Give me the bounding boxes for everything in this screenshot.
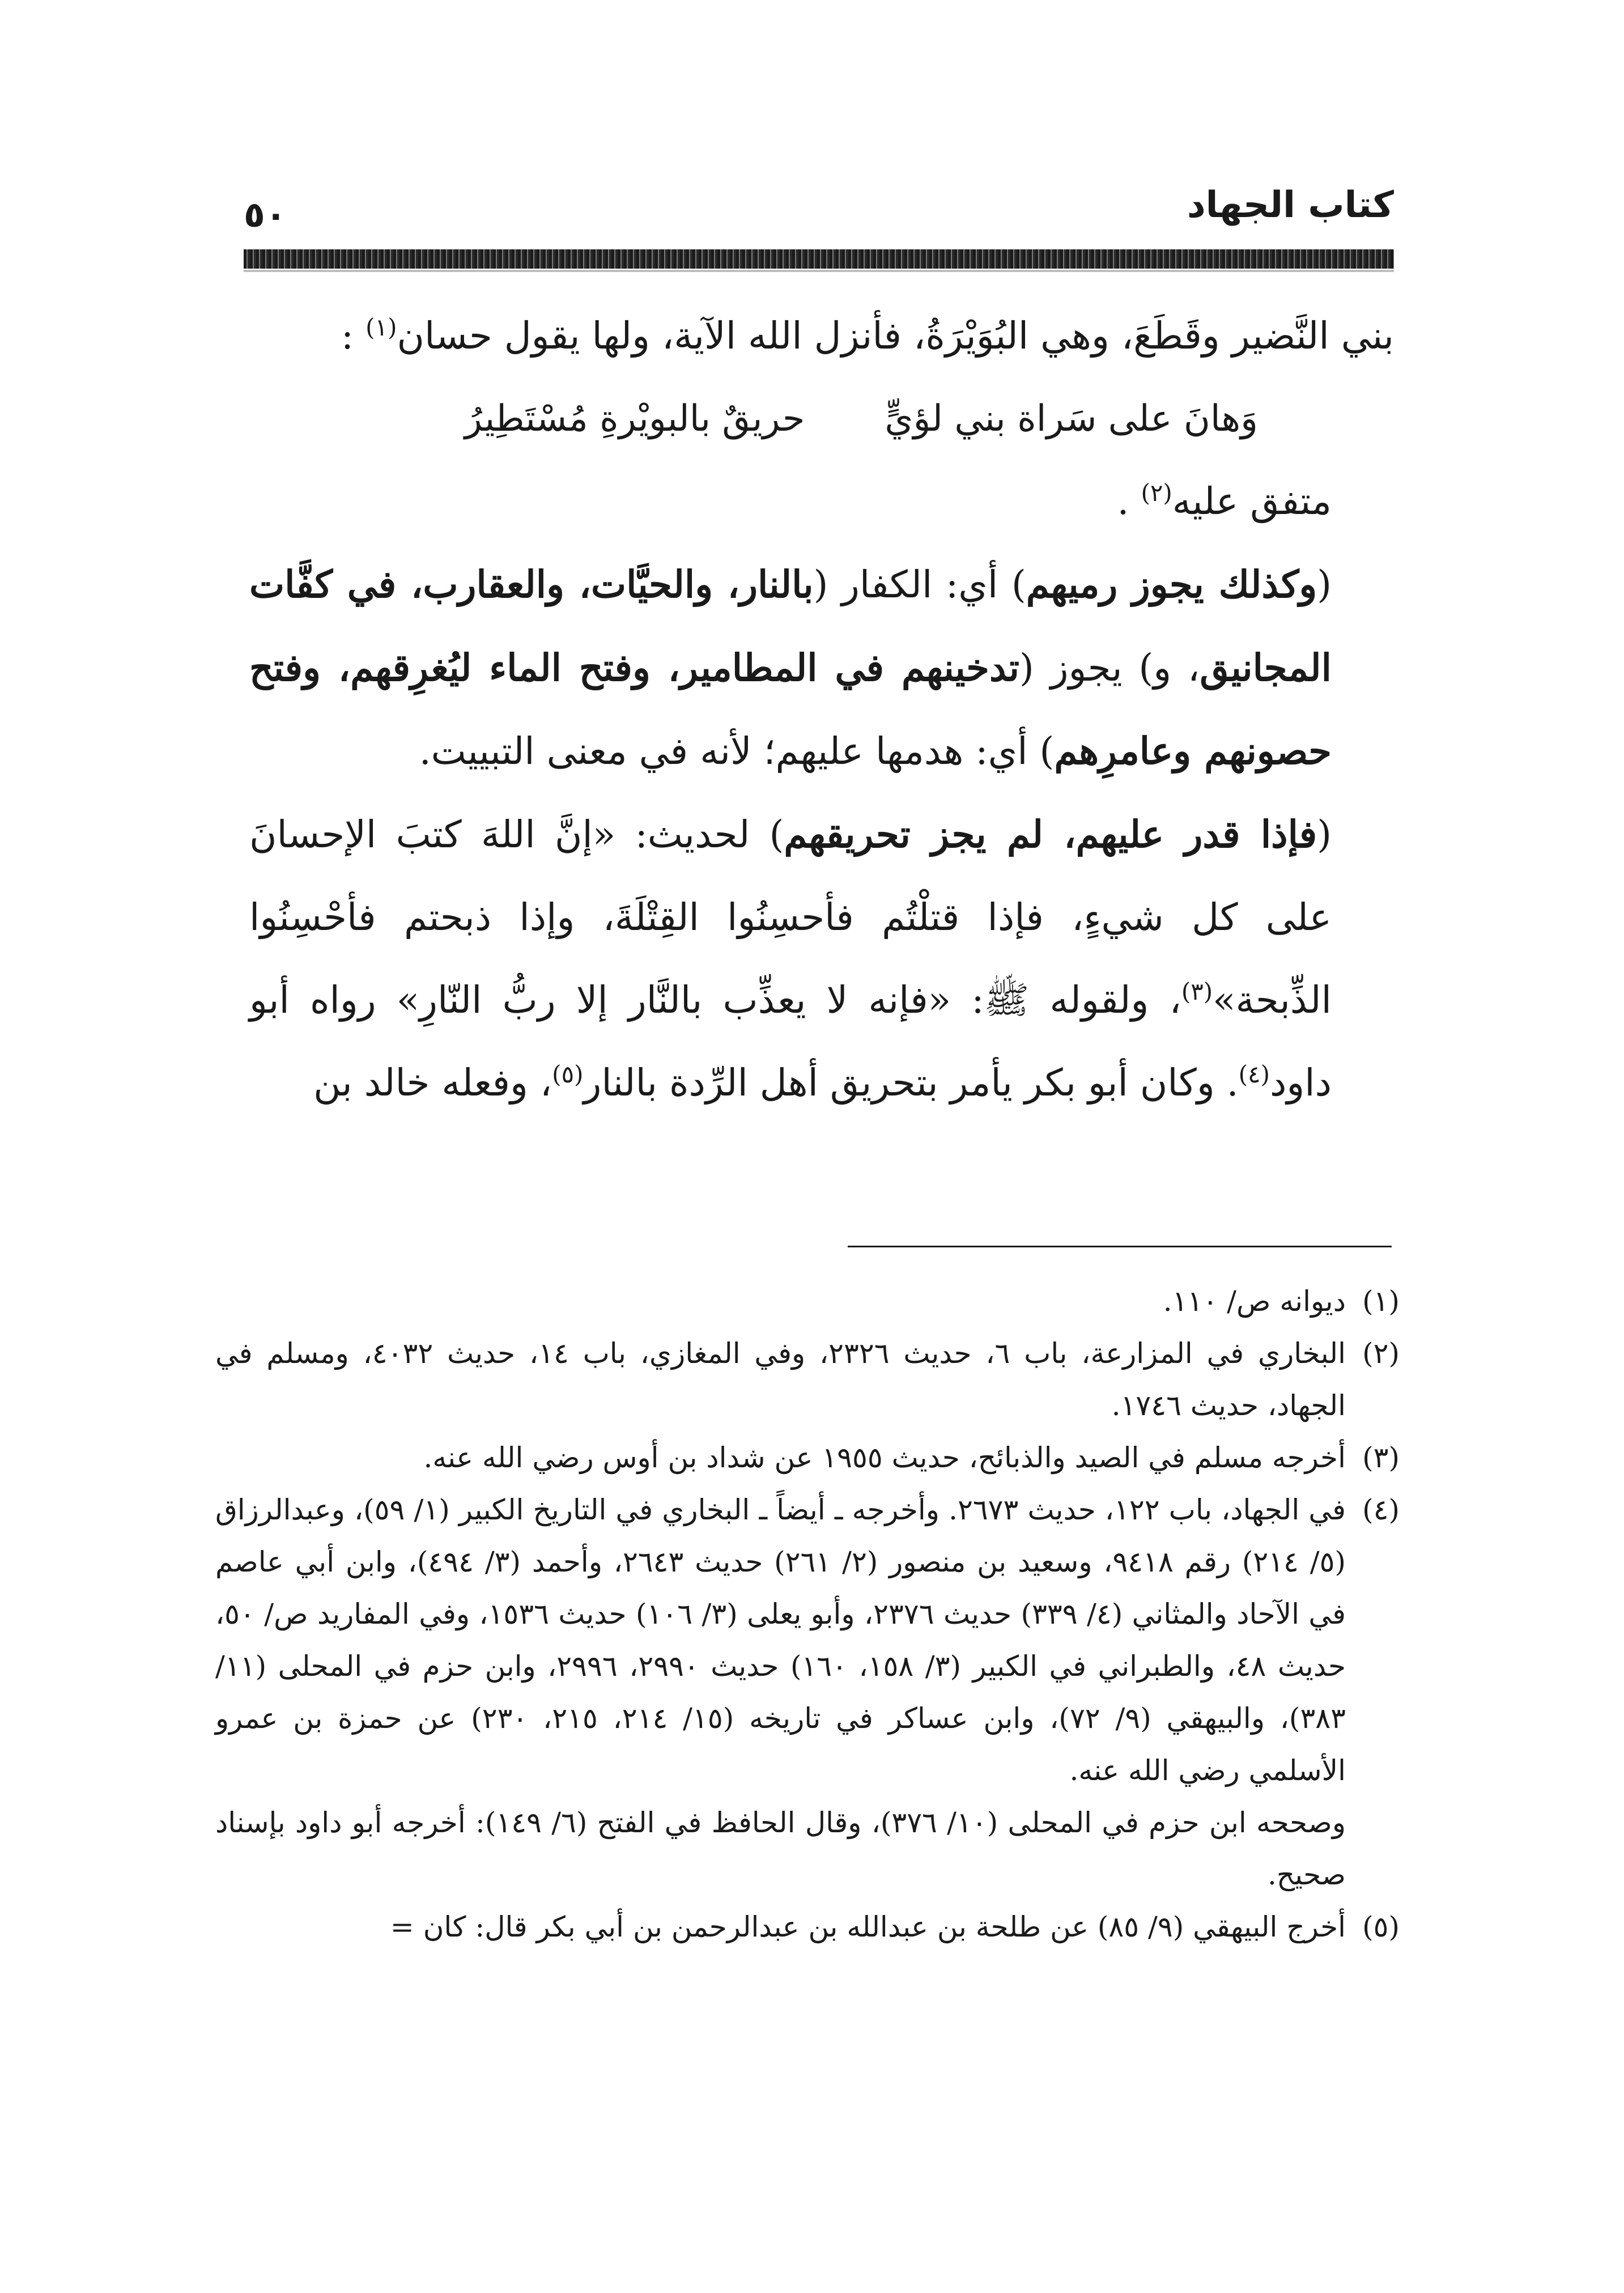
- footnote-text: في الجهاد، باب ١٢٢، حديث ٢٦٧٣. وأخرجه ـ أيضاً ـ البخاري في التاريخ الكبير (١/ ٥٩)، وعبدالرزاق (٥/ ٢١٤) رقم ٩٤١٨، وسعيد بن منصور (٢/ ٢٦١) حديث ٢٦٤٣، وأحمد (٣/ ٤٩٤)، وابن أبي عاصم في الآحاد والمثاني (٤/ ٣٣٩) حديث ٢٣٧٦، وأبو يعلى (٣/ ١٠٦) حديث ١٥٣٦، وفي المفاريد ص/ ٥٠، حديث ٤٨، والطبراني في الكبير (٣/ ١٥٨، ١٦٠) حديث ٢٩٩٠، ٢٩٩٦، وابن حزم في المحلى (١١/ ٣٨٣)، والبيهقي (٩/ ٧٢)، وابن عساكر في تاريخه (١٥/ ٢١٤، ٢١٥، ٢٣٠) عن حمزة بن عمرو الأسلمي رضي الله عنه.: [215, 1493, 1346, 1787]
- footnote-text: ديوانه ص/ ١١٠.: [1163, 1285, 1346, 1318]
- footnote-text: وصححه ابن حزم في المحلى (١٠/ ٣٧٦)، وقال الحافظ في الفتح (٦/ ١٤٩): أخرجه أبو داود بإسناد صحيح.: [215, 1806, 1346, 1891]
- footnote-4: [215, 1484, 1400, 1901]
- verse-second-hemistich: حريقٌ بالبويْرةِ مُسْتَطِيرُ: [465, 398, 805, 440]
- footnote-2: [215, 1327, 1400, 1432]
- footnote-number: (٣): [1362, 1441, 1400, 1474]
- matn-text: بالنار، والحيَّات، والعقارب، في كفَّات المجانيق: [249, 562, 1332, 690]
- footnote-1: [215, 1275, 1400, 1327]
- footnote-ref-5: (٥): [552, 1060, 584, 1088]
- footnote-ref-3: (٣): [1181, 978, 1213, 1005]
- running-header: [244, 184, 1394, 235]
- footnote-number: (٢): [1362, 1337, 1400, 1370]
- footnote-ref-4: (٤): [1238, 1060, 1270, 1088]
- main-text: [249, 295, 1394, 1124]
- paragraph-2: (وكذلك يجوز رميهم) أي: الكفار (بالنار، والحيَّات، والعقارب، في كفَّات المجانيق، و) يجوز (تدخينهم في المطامير، وفتح الماء ليُغرِقهم، وفتح حصونهم وعامرِهم) أي: هدمها عليهم؛ لأنه في معنى التبييت.: [249, 562, 1332, 773]
- paragraph-3: (فإذا قدر عليهم، لم يجز تحريقهم) لحديث: «إنَّ اللهَ كتبَ الإحسانَ على كل شيءٍ، فإذا قتلْتُم فأحسِنُوا القِتْلَةَ، وإذا ذبحتم فأحْسِنُوا الذِّبحة»$^{(٣)}$، ولقوله ﷺ: «فإنه لا يعذِّب بالنَّار إلا ربُّ النّارِ» رواه أبو داود$^{(٤)}$. وكان أبو بكر يأمر بتحريق أهل الرِّدة بالنار$^{(٥)}$، وفعله خالد بن: [249, 812, 1332, 1105]
- footnote-divider: [848, 1246, 1392, 1247]
- footnote-text: البخاري في المزارعة، باب ٦، حديث ٢٣٢٦، وفي المغازي، باب ١٤، حديث ٤٠٣٢، ومسلم في الجهاد، حديث ١٧٤٦.: [215, 1337, 1346, 1422]
- page-number: ٥٠: [244, 194, 287, 235]
- matn-text: فإذا قدر عليهم، لم يجز تحريقهم: [784, 812, 1317, 856]
- footnote-number: (٥): [1362, 1910, 1400, 1943]
- footnote-text: أخرج البيهقي (٩/ ٨٥) عن طلحة بن عبدالله بن عبدالرحمن بن أبي بكر قال: كان =: [390, 1910, 1346, 1943]
- header-divider: [244, 249, 1394, 269]
- matn-text: تدخينهم في المطامير، وفتح الماء ليُغرِقهم، وفتح حصونهم وعامرِهم: [249, 646, 1332, 773]
- footnote-number: (١): [1362, 1285, 1400, 1318]
- paragraph-1: بني النَّضير وقَطَعَ، وهي البُوَيْرَةُ، فأنزل الله الآية، ولها يقول حسان$^{(١)}$ :: [341, 313, 1394, 358]
- footnote-text: أخرجه مسلم في الصيد والذبائح، حديث ١٩٥٥ عن شداد بن أوس رضي الله عنه.: [423, 1441, 1346, 1474]
- footnote-ref-2: (٢): [1141, 479, 1172, 507]
- book-title: كتاب الجهاد: [1187, 184, 1394, 226]
- verse-first-hemistich: وَهانَ على سَراة بني لؤيٍّ: [885, 398, 1258, 440]
- agreed-upon-note: متفق عليه$^{(٢)}$ .: [1117, 479, 1332, 523]
- footnote-number: (٤): [1362, 1493, 1400, 1526]
- footnote-3: [215, 1432, 1400, 1484]
- matn-text: وكذلك يجوز رميهم: [1026, 562, 1317, 606]
- poem-verse: [249, 377, 1394, 460]
- footnotes: [215, 1275, 1400, 1953]
- footnote-5: [215, 1901, 1400, 1953]
- footnote-ref-1: (١): [365, 313, 397, 341]
